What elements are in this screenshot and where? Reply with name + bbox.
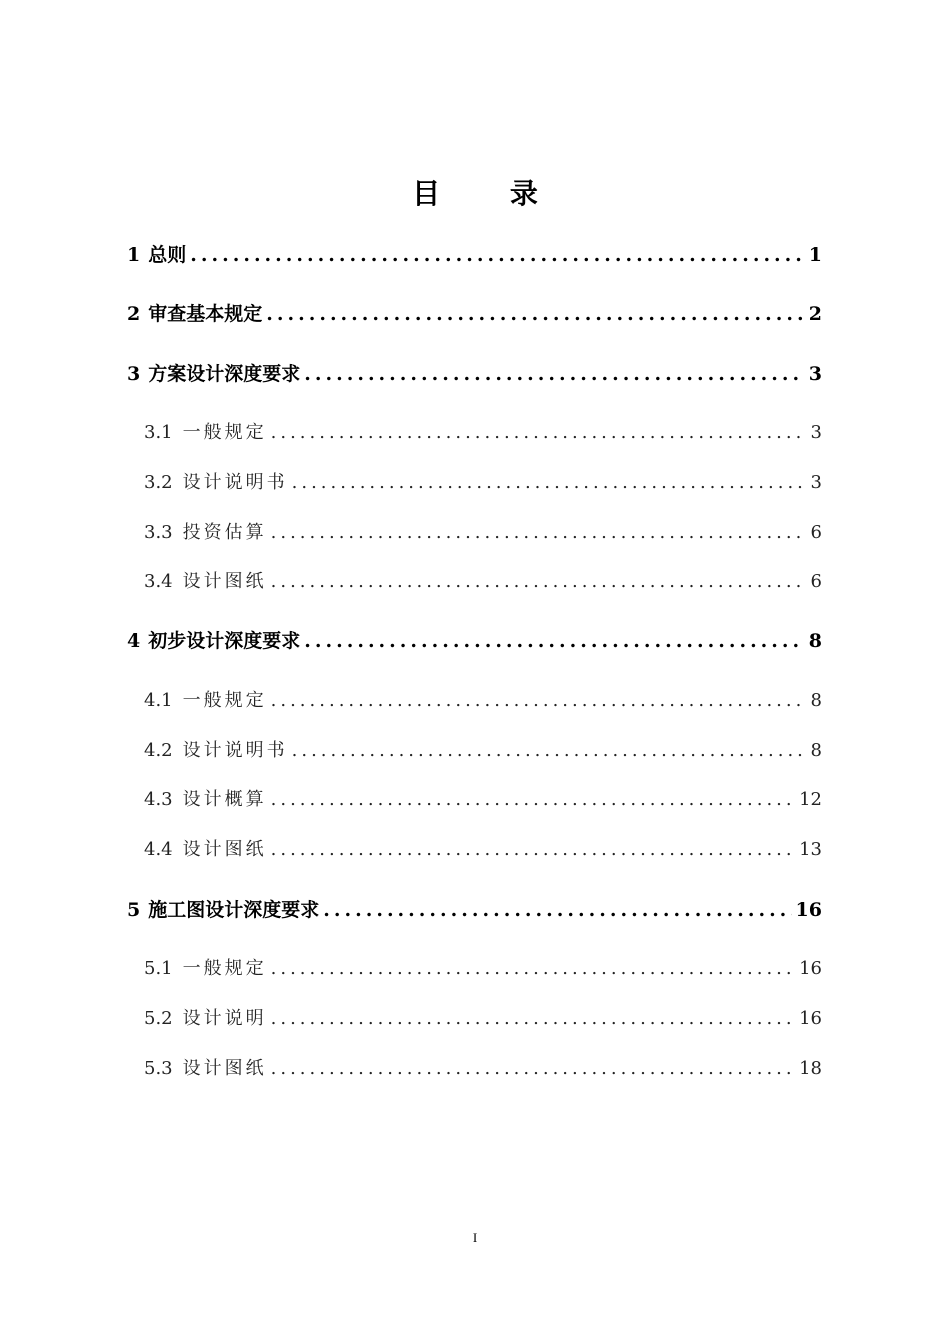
toc-entry-label: 一般规定 bbox=[182, 690, 267, 711]
toc-dot-leader bbox=[304, 359, 804, 389]
toc-entry-page: 16 bbox=[799, 1008, 822, 1029]
toc-dot-leader bbox=[323, 895, 791, 925]
toc-dot-leader bbox=[271, 785, 795, 815]
toc-entry-number: 3 bbox=[127, 363, 141, 385]
toc-entry-3[interactable] bbox=[127, 359, 822, 389]
toc-dot-leader bbox=[271, 835, 795, 865]
toc-entry-number: 4.2 bbox=[144, 740, 173, 761]
toc-entry-label: 一般规定 bbox=[182, 422, 267, 443]
toc-entry-page: 13 bbox=[799, 839, 822, 860]
toc-entry-5-2[interactable] bbox=[144, 1004, 822, 1034]
toc-entry-5-1[interactable] bbox=[144, 954, 822, 984]
toc-entry-page: 12 bbox=[799, 789, 822, 810]
toc-entry-number: 4.4 bbox=[144, 839, 173, 860]
toc-entry-label: 总则 bbox=[148, 244, 187, 266]
toc-entry-label: 初步设计深度要求 bbox=[148, 630, 301, 652]
toc-entry-3-4[interactable] bbox=[144, 567, 822, 597]
toc-entry-label: 设计图纸 bbox=[182, 1058, 267, 1079]
toc-entry-page: 6 bbox=[810, 571, 822, 592]
toc-entry-page: 16 bbox=[799, 958, 822, 979]
toc-entry-number: 3.4 bbox=[144, 571, 173, 592]
toc-dot-leader bbox=[271, 686, 804, 716]
toc-dot-leader bbox=[304, 626, 804, 656]
toc-entry-page: 1 bbox=[808, 244, 822, 266]
toc-entry-4-1[interactable] bbox=[144, 686, 822, 716]
toc-entry-page: 3 bbox=[810, 472, 822, 493]
toc-entry-4-4[interactable] bbox=[144, 835, 822, 865]
toc-entry-label: 审查基本规定 bbox=[148, 303, 263, 325]
toc-entry-number: 5.3 bbox=[144, 1058, 173, 1079]
toc-entry-4[interactable] bbox=[127, 626, 822, 656]
toc-entry-page: 3 bbox=[808, 363, 822, 385]
toc-dot-leader bbox=[266, 299, 804, 329]
toc-entry-page: 3 bbox=[810, 422, 822, 443]
toc-entry-3-3[interactable] bbox=[144, 518, 822, 548]
toc-entry-5[interactable] bbox=[127, 895, 822, 925]
toc-entry-label: 设计说明书 bbox=[182, 472, 288, 493]
toc-dot-leader bbox=[292, 468, 804, 498]
toc-entry-page: 2 bbox=[808, 303, 822, 325]
toc-dot-leader bbox=[271, 954, 795, 984]
toc-entry-number: 3.2 bbox=[144, 472, 173, 493]
toc-entry-number: 4.1 bbox=[144, 690, 173, 711]
toc-entry-page: 18 bbox=[799, 1058, 822, 1079]
toc-dot-leader bbox=[271, 518, 804, 548]
toc-entry-1[interactable] bbox=[127, 240, 822, 270]
toc-entry-2[interactable] bbox=[127, 299, 822, 329]
toc-entry-number: 1 bbox=[127, 244, 141, 266]
toc-dot-leader bbox=[292, 736, 804, 766]
toc-entry-3-1[interactable] bbox=[144, 418, 822, 448]
toc-entry-page: 8 bbox=[808, 630, 822, 652]
toc-entry-number: 4.3 bbox=[144, 789, 173, 810]
toc-entry-page: 6 bbox=[810, 522, 822, 543]
toc-entry-label: 设计说明 bbox=[182, 1008, 267, 1029]
toc-entry-number: 3.3 bbox=[144, 522, 173, 543]
toc-entry-label: 设计概算 bbox=[182, 789, 267, 810]
toc-entry-number: 3.1 bbox=[144, 422, 173, 443]
toc-entry-3-2[interactable] bbox=[144, 468, 822, 498]
page-number: I bbox=[472, 1230, 478, 1245]
toc-entry-4-2[interactable] bbox=[144, 736, 822, 766]
toc-entry-number: 5.1 bbox=[144, 958, 173, 979]
toc-dot-leader bbox=[271, 1054, 795, 1084]
toc-entry-page: 16 bbox=[795, 899, 822, 921]
toc-entry-number: 5.2 bbox=[144, 1008, 173, 1029]
toc-entry-label: 一般规定 bbox=[182, 958, 267, 979]
toc-entry-label: 设计图纸 bbox=[182, 839, 267, 860]
toc-entry-number: 4 bbox=[127, 630, 141, 652]
toc-entry-label: 投资估算 bbox=[182, 522, 267, 543]
toc-entry-number: 2 bbox=[127, 303, 141, 325]
toc-entry-label: 施工图设计深度要求 bbox=[148, 899, 320, 921]
toc-entry-4-3[interactable] bbox=[144, 785, 822, 815]
toc-entry-label: 方案设计深度要求 bbox=[148, 363, 301, 385]
toc-entry-label: 设计图纸 bbox=[182, 571, 267, 592]
toc-dot-leader bbox=[271, 418, 804, 448]
toc-entry-label: 设计说明书 bbox=[182, 740, 288, 761]
toc-entry-page: 8 bbox=[810, 740, 822, 761]
toc-dot-leader bbox=[190, 240, 804, 270]
toc-dot-leader bbox=[271, 567, 804, 597]
page-title: 目 录 bbox=[412, 177, 568, 210]
toc-entry-number: 5 bbox=[127, 899, 141, 921]
toc-dot-leader bbox=[271, 1004, 795, 1034]
toc-entry-5-3[interactable] bbox=[144, 1054, 822, 1084]
toc-entry-page: 8 bbox=[810, 690, 822, 711]
